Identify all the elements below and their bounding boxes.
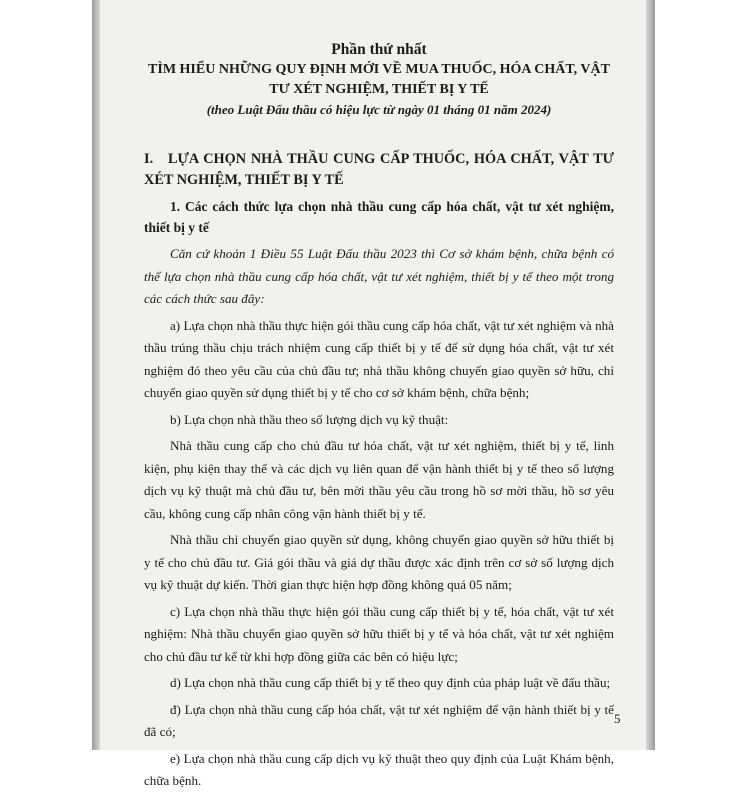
section-title: LỰA CHỌN NHÀ THẦU CUNG CẤP THUỐC, HÓA CHẤT, VẬT TƯ XÉT NGHIỆM, THIẾT BỊ Y TẾ (144, 151, 614, 188)
part-title: Phần thứ nhất (331, 41, 427, 58)
item-dd-paragraph: đ) Lựa chọn nhà thầu cung cấp hóa chất, vật tư xét nghiệm để vận hành thiết bị y tế đã có; (144, 701, 614, 739)
item-b-paragraph: b) Lựa chọn nhà thầu theo số lượng dịch vụ kỹ thuật: (170, 411, 449, 427)
item-c-paragraph: c) Lựa chọn nhà thầu thực hiện gói thầu cung cấp thiết bị y tế, hóa chất, vật tư xét nghiệm: Nhà thầu chuyển giao quyền sở hữu thiết bị y tế và hóa chất, vật tư xét nghiệm cho chủ đầu tư kể từ khi hợp đồng giữa các bên có hiệu lực; (144, 603, 614, 664)
page-edge-right (646, 0, 655, 750)
subsection-heading: 1. Các cách thức lựa chọn nhà thầu cung cấp hóa chất, vật tư xét nghiệm, thiết bị y tế (144, 199, 614, 235)
item-d-paragraph: d) Lựa chọn nhà thầu cung cấp thiết bị y tế theo quy định của pháp luật về đấu thầu; (170, 675, 611, 690)
item-b-detail-2: Nhà thầu chỉ chuyển giao quyền sử dụng, không chuyển giao quyền sở hữu thiết bị y tế cho chủ đầu tư. Giá gói thầu và giá dự thầu được xác định trên cơ sở số lượng dịch vụ kỹ thuật dự kiến. Thời gian thực hiện hợp đồng không quá 05 năm; (144, 532, 614, 592)
section-number: I. (144, 151, 154, 167)
item-a-paragraph: a) Lựa chọn nhà thầu thực hiện gói thầu cung cấp hóa chất, vật tư xét nghiệm và nhà thầu trúng thầu chịu trách nhiệm cung cấp thiết bị y tế để sử dụng hóa chất, vật tư xét nghiệm đó theo yêu cầu của chủ đầu tư; nhà thầu không chuyển giao quyền sở hữu, chỉ chuyển giao quyền sử dụng thiết bị y tế cho cơ sở khám bệnh, chữa bệnh; (144, 317, 614, 400)
page-edge-left (92, 0, 100, 750)
section-heading (144, 149, 614, 191)
part-subtitle-line2: TƯ XÉT NGHIỆM, THIẾT BỊ Y TẾ (269, 82, 489, 97)
part-subtitle-line1: TÌM HIỂU NHỮNG QUY ĐỊNH MỚI VỀ MUA THUỐC, HÓA CHẤT, VẬT (148, 62, 610, 77)
part-subtitle-note: (theo Luật Đấu thầu có hiệu lực từ ngày 01 tháng 01 năm 2024) (206, 102, 552, 117)
page-content (144, 40, 614, 793)
item-b-detail-1: Nhà thầu cung cấp cho chủ đầu tư hóa chất, vật tư xét nghiệm, thiết bị y tế, linh kiện, phụ kiện thay thế và các dịch vụ liên quan để vận hành thiết bị y tế theo số lượng dịch vụ kỹ thuật mà chủ đầu tư, bên mời thầu yêu cầu trong hồ sơ mời thầu, hồ sơ yêu cầu, không cung cấp nhân công vận hành thiết bị y tế. (144, 438, 614, 521)
page-number: 5 (614, 711, 621, 726)
item-e-paragraph: e) Lựa chọn nhà thầu cung cấp dịch vụ kỹ thuật theo quy định của Luật Khám bệnh, chữa bệnh. (144, 750, 614, 788)
intro-paragraph: Căn cứ khoản 1 Điều 55 Luật Đấu thầu 2023 thì Cơ sở khám bệnh, chữa bệnh có thể lựa chọn nhà thầu cung cấp hóa chất, vật tư xét nghiệm, thiết bị y tế theo một trong các cách thức sau đây: (144, 246, 614, 306)
